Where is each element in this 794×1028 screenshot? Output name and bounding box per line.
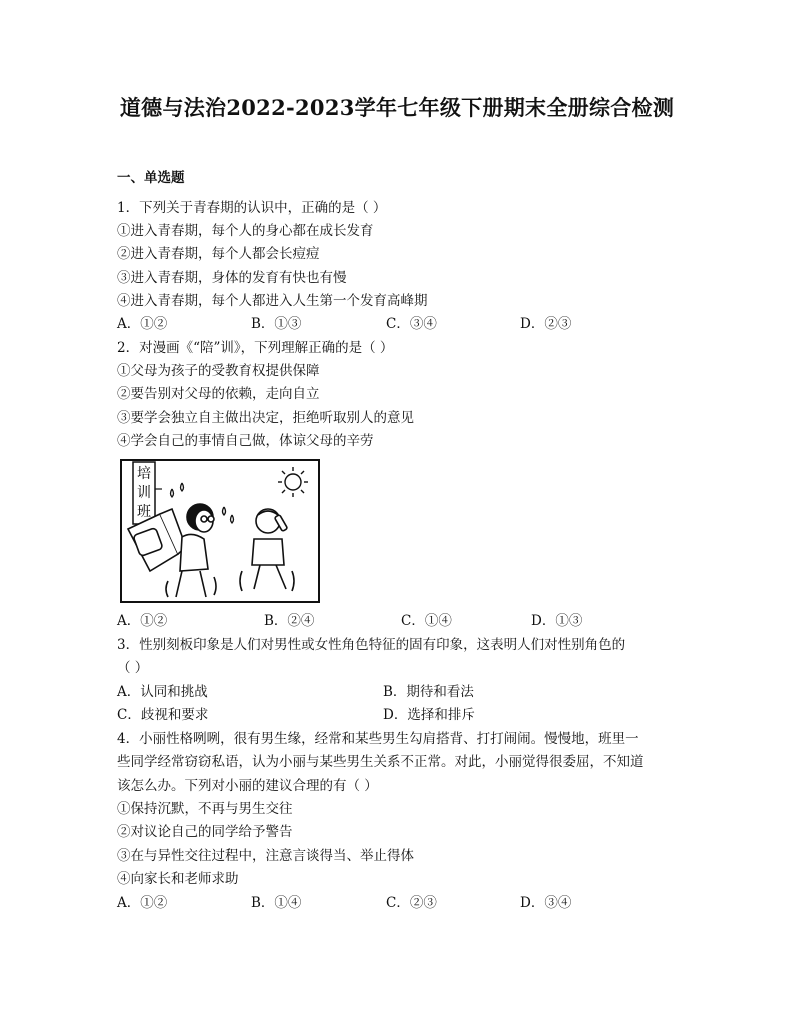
q1-option-a[interactable]: A．①② (117, 316, 168, 332)
q4-stem-line-1: 4．小丽性格咧咧，很有男生缘，经常和某些男生勾肩搭背、打打闹闹。慢慢地，班里一 (117, 731, 639, 747)
q1-item-1: ①进入青春期，每个人的身心都在成长发育 (117, 223, 374, 239)
q4-stem-line-2: 些同学经常窃窃私语，认为小丽与某些男生关系不正常。对此，小丽觉得很委屈，不知道 (117, 754, 644, 770)
q1-item-4: ④进入青春期，每个人都进入人生第一个发育高峰期 (117, 293, 428, 309)
q4-item-4: ④向家长和老师求助 (117, 871, 239, 887)
q1-option-b[interactable]: B．①③ (251, 316, 302, 332)
q2-option-a[interactable]: A．①② (117, 613, 168, 629)
q4-item-1: ①保持沉默，不再与男生交往 (117, 801, 293, 817)
q1-option-d[interactable]: D．②③ (520, 316, 572, 332)
comic-sign-char: 班 (137, 504, 151, 520)
q1-option-c[interactable]: C．③④ (386, 316, 437, 332)
q2-item-4: ④学会自己的事情自己做，体谅父母的辛劳 (117, 433, 374, 449)
q4-stem-line-3: 该怎么办。下列对小丽的建议合理的有（ ） (117, 778, 378, 794)
comic-illustration (120, 459, 320, 603)
q2-item-2: ②要告别对父母的依赖，走向自立 (117, 386, 320, 402)
q3-option-d[interactable]: D．选择和排斥 (383, 707, 475, 723)
q2-item-1: ①父母为孩子的受教育权提供保障 (117, 363, 320, 379)
q3-stem-continued: （ ） (117, 660, 149, 676)
q3-stem: 3．性别刻板印象是人们对男性或女性角色特征的固有印象，这表明人们对性别角色的 (117, 637, 626, 653)
q4-option-a[interactable]: A．①② (117, 895, 168, 911)
q3-option-a[interactable]: A．认同和挑战 (117, 684, 208, 700)
page-title: 道德与法治2022-2023学年七年级下册期末全册综合检测 (119, 95, 675, 120)
q1-item-2: ②进入青春期，每个人都会长痘痘 (117, 246, 320, 262)
q2-option-b[interactable]: B．②④ (264, 613, 315, 629)
q3-option-b[interactable]: B．期待和看法 (383, 684, 474, 700)
q2-option-d[interactable]: D．①③ (531, 613, 583, 629)
q4-option-b[interactable]: B．①④ (251, 895, 302, 911)
q2-option-c[interactable]: C．①④ (401, 613, 452, 629)
q3-option-c[interactable]: C．歧视和要求 (117, 707, 209, 723)
q4-item-3: ③在与异性交往过程中，注意言谈得当、举止得体 (117, 848, 414, 864)
q4-option-c[interactable]: C．②③ (386, 895, 437, 911)
q4-option-d[interactable]: D．③④ (520, 895, 572, 911)
q2-item-3: ③要学会独立自主做出决定，拒绝听取别人的意见 (117, 410, 414, 426)
q1-item-3: ③进入青春期，身体的发育有快也有慢 (117, 270, 347, 286)
comic-sign-char: 训 (137, 485, 151, 501)
q4-item-2: ②对议论自己的同学给予警告 (117, 824, 293, 840)
comic-sign-char: 培 (137, 466, 151, 482)
q1-stem: 1．下列关于青春期的认识中，正确的是（ ） (117, 200, 387, 216)
q2-stem: 2．对漫画《“陪”训》，下列理解正确的是（ ） (117, 340, 394, 356)
section-heading: 一、单选题 (117, 170, 185, 186)
